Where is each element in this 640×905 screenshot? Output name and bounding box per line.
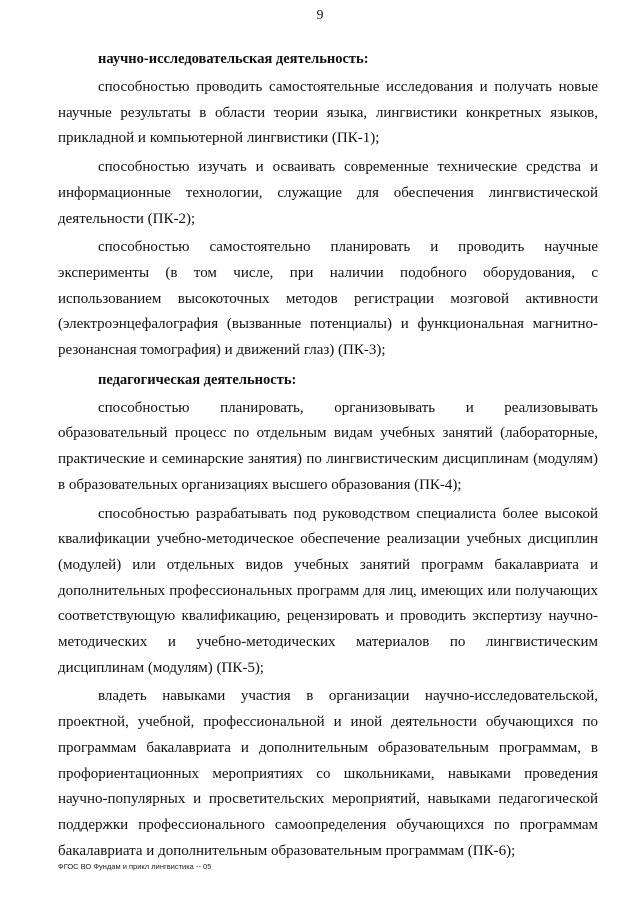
pedagogical-activity-section [58,367,598,865]
page-footer: ФГОС ВО Фундам и прикл лингвистика -- 05 [58,862,212,871]
section-heading-research: научно-исследовательская деятельность: [98,51,369,67]
page-number: 9 [316,8,324,23]
competency-pk-3: способностью самостоятельно планировать и проводить научные эксперименты (в том числе, при наличии подобного оборудования, с использованием высокоточных методов регистрации мозговой активности (электроэнцефалография (вызванные потенциалы) и функциональная магнитно-резонансная томография) и движений глаз) (ПК-3); [58,239,598,359]
page-content [58,46,598,867]
section-heading-pedagogical: педагогическая деятельность: [98,371,297,388]
competency-pk-1: способностью проводить самостоятельные исследования и получать новые научные результаты в области теории языка, лингвистики конкретных языков, прикладной и компьютерной лингвистики (ПК-1); [58,79,598,147]
competency-pk-2: способностью изучать и осваивать современные технические средства и информационные технологии, служащие для обеспечения лингвистической деятельности (ПК-2); [58,159,598,227]
research-activity-section [58,46,598,364]
competency-pk-6: владеть навыками участия в организации научно-исследовательской, проектной, учебной, профессиональной и иной деятельности обучающихся по программам бакалавриата и дополнительным образовательным программам, в профориентационных мероприятиях со школьниками, навыками проведения научно-популярных и просветительских мероприятий, навыками педагогической поддержки профессионального самоопределения обучающихся по программам бакалавриата и дополнительным образовательным программам (ПК-6); [58,688,598,859]
competency-pk-5: способностью разрабатывать под руководством специалиста более высокой квалификации учебно-методическое обеспечение реализации учебных дисциплин (модулей) или отдельных видов учебных занятий программ бакалавриата и дополнительных профессиональных программ для лиц, имеющих или получающих соответствующую квалификацию, рецензировать и проводить экспертизу научно-методических и учебно-методических материалов по лингвистическим дисциплинам (модулям) (ПК-5); [58,505,598,676]
competency-pk-4: способностью планировать, организовывать и реализовывать образовательный процесс по отдельным видам учебных занятий (лабораторные, практические и семинарские занятия) по лингвистическим дисциплинам (модулям) в образовательных организациях высшего образования (ПК-4); [58,399,598,493]
